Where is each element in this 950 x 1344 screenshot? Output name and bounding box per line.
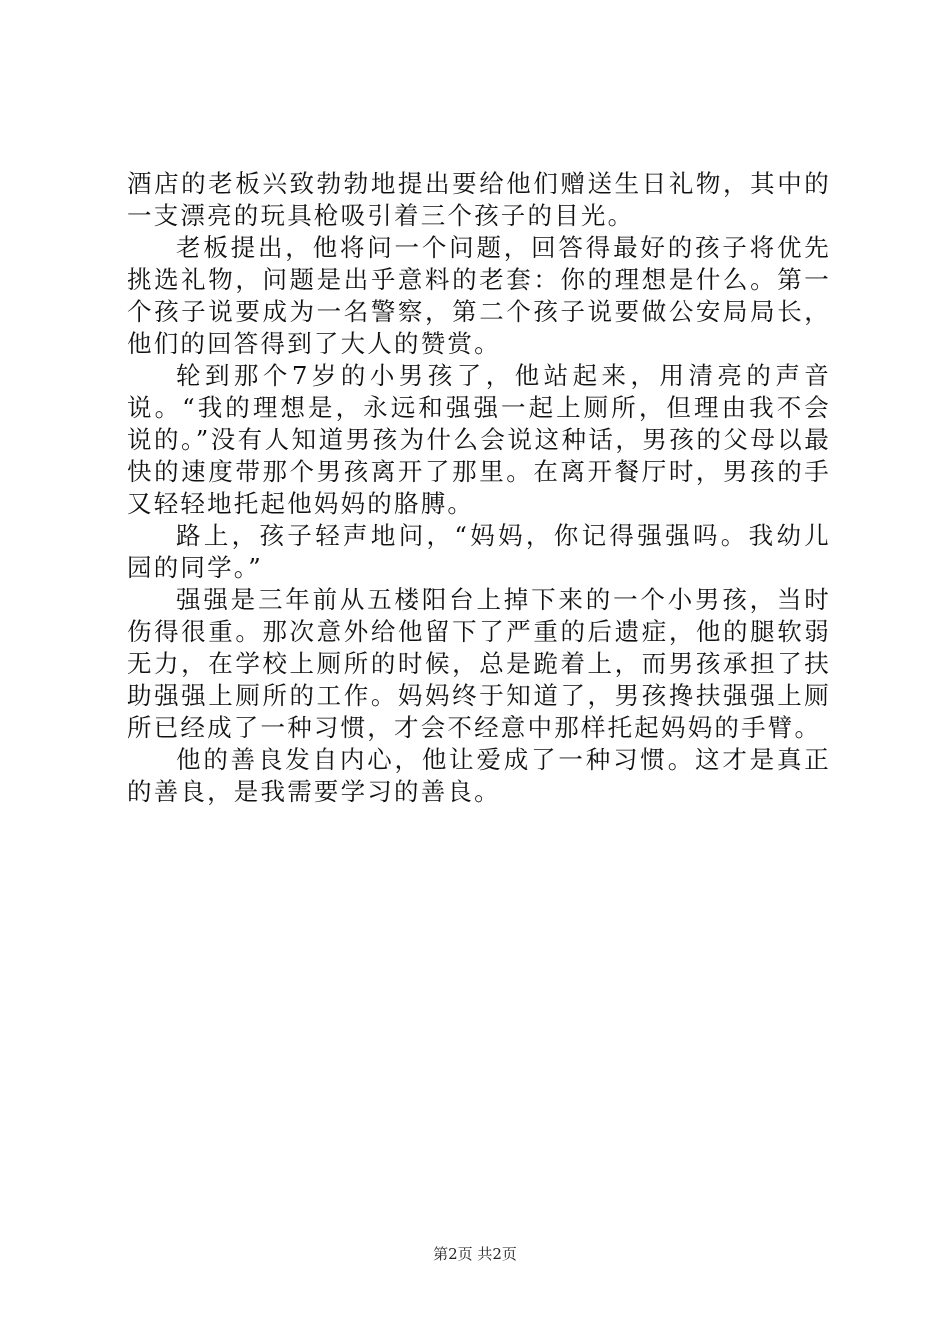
paragraph-6: 他的善良发自内心，他让爱成了一种习惯。这才是真正的善良，是我需要学习的善良。 bbox=[127, 745, 831, 806]
page-footer: 第2页 共2页 bbox=[433, 1245, 517, 1263]
document-body bbox=[127, 168, 831, 808]
paragraph-3: 轮到那个7岁的小男孩了，他站起来，用清亮的声音说。“我的理想是，永远和强强一起上厕所，但理由我不会说的。”没有人知道男孩为什么会说这种话，男孩的父母以最快的速度带那个男孩离开了那里。在离开餐厅时，男孩的手又轻轻地托起他妈妈的胳膊。 bbox=[127, 361, 831, 518]
paragraph-2: 老板提出，他将问一个问题，回答得最好的孩子将优先挑选礼物，问题是出乎意料的老套：你的理想是什么。第一个孩子说要成为一名警察，第二个孩子说要做公安局局长，他们的回答得到了大人的赞赏。 bbox=[127, 233, 831, 358]
paragraph-5: 强强是三年前从五楼阳台上掉下来的一个小男孩，当时伤得很重。那次意外给他留下了严重的后遗症，他的腿软弱无力，在学校上厕所的时候，总是跪着上，而男孩承担了扶助强强上厕所的工作。妈妈终于知道了，男孩搀扶强强上厕所已经成了一种习惯，才会不经意中那样托起妈妈的手臂。 bbox=[127, 585, 831, 742]
paragraph-1: 酒店的老板兴致勃勃地提出要给他们赠送生日礼物，其中的一支漂亮的玩具枪吸引着三个孩子的目光。 bbox=[127, 169, 831, 230]
paragraph-4: 路上，孩子轻声地问，“妈妈，你记得强强吗。我幼儿园的同学。” bbox=[127, 521, 831, 582]
